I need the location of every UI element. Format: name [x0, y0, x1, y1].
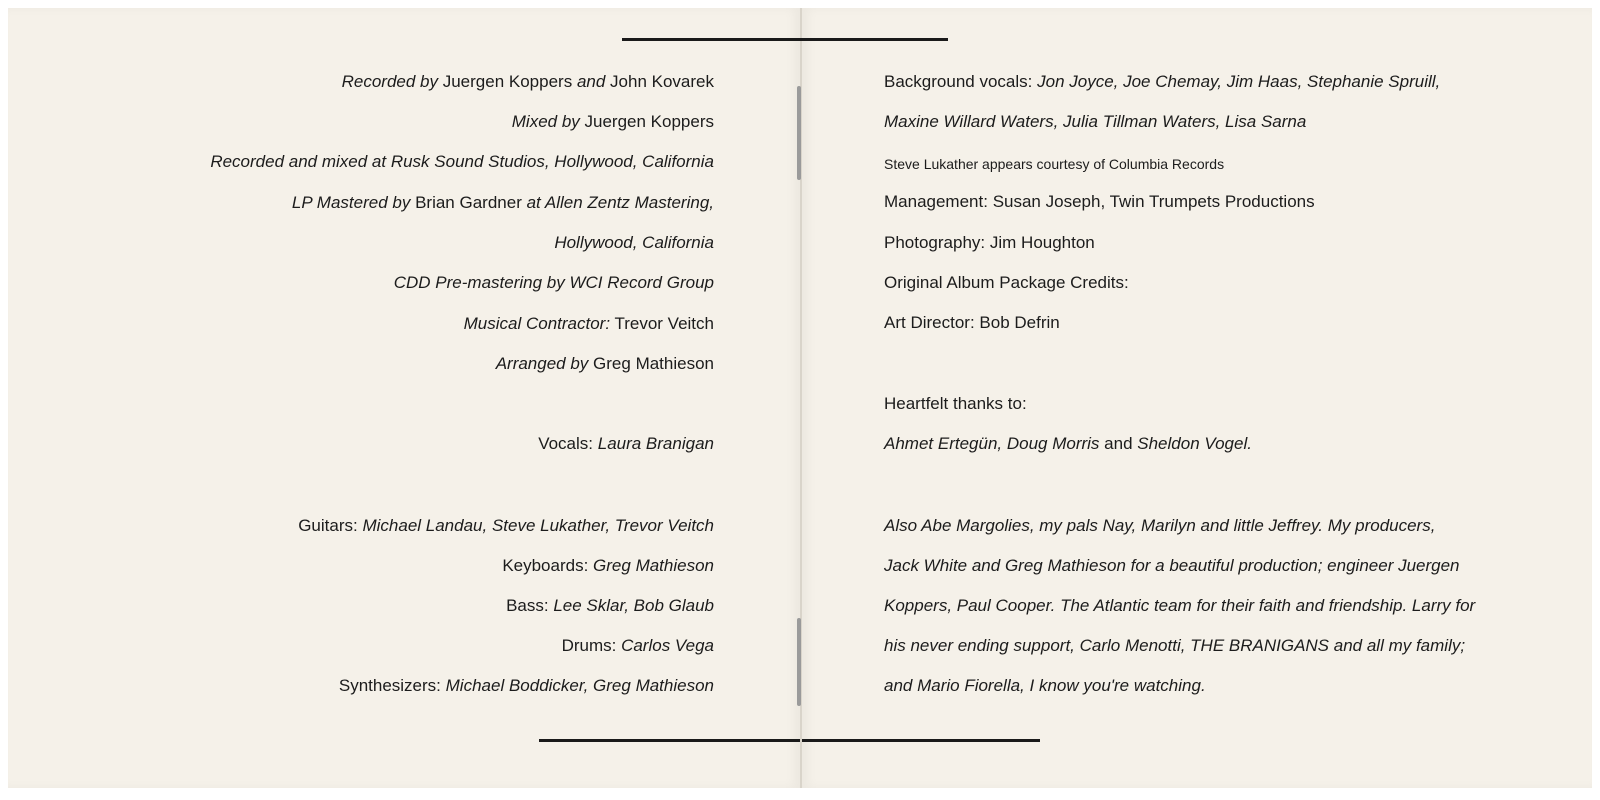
credit-text: Recorded and mixed at Rusk Sound Studios, Hollywood, California	[210, 152, 714, 171]
also-paragraph-line: Koppers, Paul Cooper. The Atlantic team for their faith and friendship. Larry for	[884, 596, 1476, 615]
credit-name: Carlos Vega	[621, 636, 714, 655]
right-page	[802, 8, 1592, 788]
credit-name: Juergen Koppers	[584, 112, 714, 131]
staple-bottom	[797, 618, 801, 706]
also-paragraph-line: Also Abe Margolies, my pals Nay, Marilyn and little Jeffrey. My producers,	[884, 516, 1436, 535]
bottom-rule-right	[802, 739, 1040, 742]
also-paragraph-line: Jack White and Greg Mathieson for a beautiful production; engineer Juergen	[884, 556, 1460, 575]
credit-name: Maxine Willard Waters, Julia Tillman Waters, Lisa Sarna	[884, 112, 1307, 131]
courtesy-line	[884, 154, 1224, 174]
credit-name: Michael Boddicker, Greg Mathieson	[445, 676, 714, 695]
credit-label: LP Mastered by	[291, 193, 411, 212]
credit-label: Guitars:	[298, 516, 358, 535]
keyboards-line	[502, 556, 714, 576]
credit-name: Ahmet Ertegün, Doug Morris	[884, 434, 1100, 453]
credit-name: Susan Joseph	[992, 192, 1101, 211]
credit-name: Bob Defrin	[979, 313, 1060, 332]
credit-name: Jim Houghton	[989, 233, 1095, 252]
drums-line	[562, 636, 714, 656]
bottom-rule-left	[539, 739, 800, 742]
credit-label: Background vocals:	[884, 72, 1033, 91]
cdd-premastering-line	[394, 273, 714, 293]
credit-name: Brian Gardner	[415, 193, 522, 212]
credit-place: at Allen Zentz Mastering,	[526, 193, 714, 212]
credit-label: Keyboards:	[502, 556, 589, 575]
arranged-by-line	[496, 354, 714, 374]
lp-mastered-line	[292, 193, 714, 213]
also-paragraph-line: and Mario Fiorella, I know you're watching.	[884, 676, 1206, 695]
credit-place: Hollywood, California	[554, 233, 714, 252]
credit-name: Trevor Veitch	[614, 314, 714, 333]
credit-text: Steve Lukather appears courtesy of Columbia Records	[884, 156, 1225, 172]
credit-name: Sheldon Vogel.	[1137, 434, 1252, 453]
original-package-line	[884, 273, 1129, 293]
staple-top	[797, 86, 801, 180]
management-line	[884, 192, 1315, 212]
credit-label: Bass:	[506, 596, 549, 615]
credit-label: Art Director:	[884, 313, 975, 332]
credit-name: John Kovarek	[610, 72, 714, 91]
bass-line	[506, 596, 714, 616]
musical-contractor-line	[464, 314, 714, 334]
credit-label: Recorded by	[341, 72, 438, 91]
credit-text: Heartfelt thanks to:	[884, 394, 1027, 413]
left-page	[8, 8, 800, 788]
credit-label: Photography:	[884, 233, 986, 252]
credit-name: Greg Mathieson	[593, 354, 714, 373]
background-vocals-line-2	[884, 112, 1306, 132]
credit-label: Mixed by	[511, 112, 580, 131]
credit-name: Juergen Koppers	[442, 72, 573, 91]
also-paragraph-line: his never ending support, Carlo Menotti, THE BRANIGANS and all my family;	[884, 636, 1466, 655]
credit-label: Drums:	[561, 636, 617, 655]
credit-label: Arranged by	[495, 354, 589, 373]
credit-label: Vocals:	[538, 434, 593, 453]
thanks-names-line	[884, 434, 1252, 454]
credit-label: Management:	[884, 192, 988, 211]
lp-mastered-place-line	[554, 233, 714, 253]
credit-conj: and	[1104, 434, 1133, 453]
credit-text: Original Album Package Credits:	[884, 273, 1129, 292]
top-rule	[622, 38, 948, 41]
credit-text: CDD Pre-mastering by WCI Record Group	[393, 273, 714, 292]
guitars-line	[298, 516, 714, 536]
credit-label: Musical Contractor:	[463, 314, 611, 333]
credit-name: Greg Mathieson	[593, 556, 714, 575]
recorded-mixed-at-line	[210, 152, 714, 172]
credit-name: Laura Branigan	[597, 434, 714, 453]
background-vocals-line	[884, 72, 1440, 92]
synthesizers-line	[339, 676, 714, 696]
mixed-by-line	[512, 112, 714, 132]
credit-org: , Twin Trumpets Productions	[1100, 192, 1315, 211]
vocals-line	[538, 434, 714, 454]
credit-conj: and	[576, 72, 606, 91]
photography-line	[884, 233, 1095, 253]
cd-booklet	[8, 8, 1592, 788]
recorded-by-line	[342, 72, 714, 92]
credit-name: Jon Joyce, Joe Chemay, Jim Haas, Stephanie Spruill,	[1037, 72, 1441, 91]
credit-label: Synthesizers:	[338, 676, 441, 695]
thanks-heading	[884, 394, 1027, 414]
art-director-line	[884, 313, 1060, 333]
credit-name: Lee Sklar, Bob Glaub	[553, 596, 714, 615]
credit-name: Michael Landau, Steve Lukather, Trevor Veitch	[362, 516, 714, 535]
